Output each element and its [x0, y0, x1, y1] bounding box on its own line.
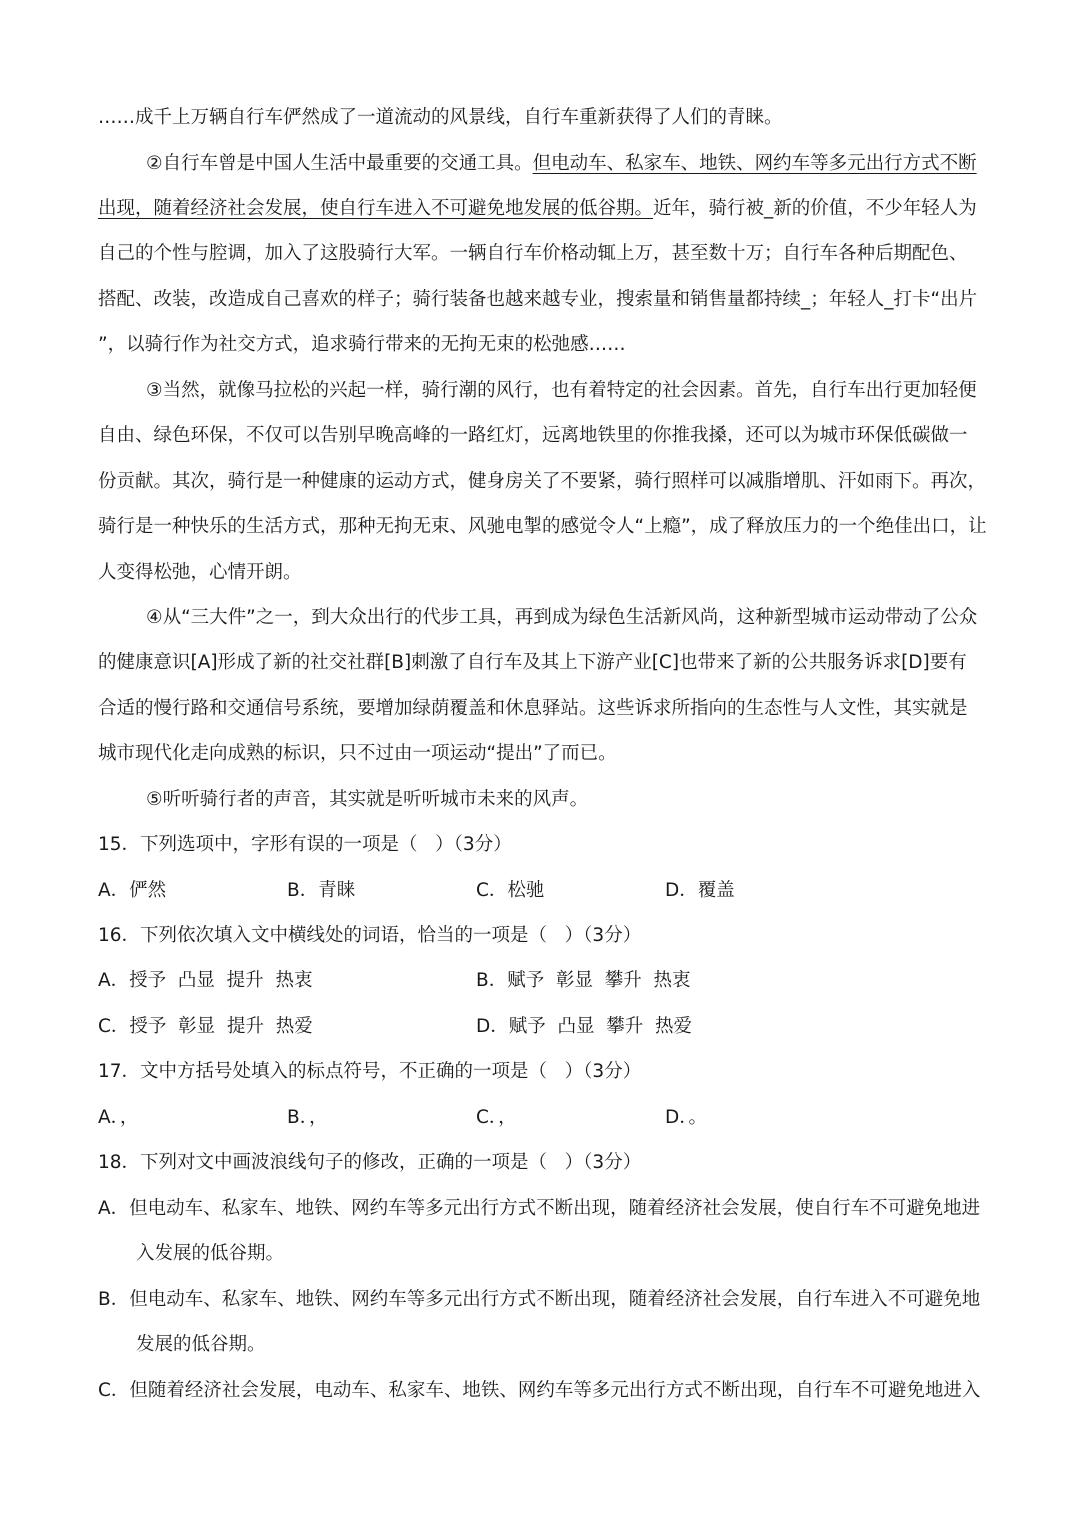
- paragraph-2-line-5: ”，以骑行作为社交方式，追求骑行带来的无拘无束的松弛感……: [98, 334, 626, 355]
- paragraph-2-text: 近年，骑行被_新的价值，不少年轻人为: [653, 198, 977, 219]
- paragraph-3-line-2: 自由、绿色环保，不仅可以告别早晚高峰的一路红灯，远离地铁里的你推我搡，还可以为城市环保低碳做一: [98, 425, 968, 446]
- q17-option-a: A．，: [98, 1107, 139, 1128]
- question-16: 16．下列依次填入文中横线处的词语，恰当的一项是（ ）（3分）: [98, 925, 642, 946]
- q18-option-b-line-2: 发展的低谷期。: [136, 1334, 266, 1355]
- q16-option-d: D．赋予 凸显 攀升 热爱: [476, 1016, 693, 1037]
- q17-option-c: C．，: [476, 1107, 517, 1128]
- paragraph-3-line-1: ③当然，就像马拉松的兴起一样，骑行潮的风行，也有着特定的社会因素。首先，自行车出行更加轻便: [146, 380, 977, 401]
- question-17: 17．文中方括号处填入的标点符号，不正确的一项是（ ）（3分）: [98, 1061, 642, 1082]
- question-18: 18．下列对文中画波浪线句子的修改，正确的一项是（ ）（3分）: [98, 1152, 642, 1173]
- paragraph-4-line-1: ④从“三大件”之一，到大众出行的代步工具，再到成为绿色生活新风尚，这种新型城市运动带动了公众: [146, 607, 978, 628]
- q18-option-a-line-1: A．但电动车、私家车、地铁、网约车等多元出行方式不断出现，随着经济社会发展，使自行车不可避免地进: [98, 1198, 981, 1219]
- q16-option-c: C．授予 彰显 提升 热爱: [98, 1016, 313, 1037]
- q15-option-d: D．覆盖: [665, 880, 735, 901]
- question-15: 15．下列选项中，字形有误的一项是（ ）（3分）: [98, 834, 512, 855]
- paragraph-3-line-3: 份贡献。其次，骑行是一种健康的运动方式，健身房关了不要紧，骑行照样可以减脂增肌、汗如雨下。再次，: [98, 471, 987, 492]
- q18-option-c-line-1: C．但随着经济社会发展，电动车、私家车、地铁、网约车等多元出行方式不断出现，自行车不可避免地进入: [98, 1380, 981, 1401]
- wavy-underlined-sentence: 出现，随着经济社会发展，使自行车进入不可避免地发展的低谷期。: [98, 198, 654, 219]
- paragraph-2-line-4: 搭配、改装，改造成自己喜欢的样子；骑行装备也越来越专业，搜索量和销售量都持续_；年轻人_打卡“出片: [98, 289, 978, 310]
- q16-option-b: B．赋予 彰显 攀升 热衷: [476, 970, 691, 991]
- paragraph-2-text: ②自行车曾是中国人生活中最重要的交通工具。: [146, 153, 533, 174]
- paragraph-2-line-3: 自己的个性与腔调，加入了这股骑行大军。一辆自行车价格动辄上万，甚至数十万；自行车各种后期配色、: [98, 243, 968, 264]
- paragraph-5-line-1: ⑤听听骑行者的声音，其实就是听听城市未来的风声。: [146, 789, 589, 810]
- paragraph-3-line-4: 骑行是一种快乐的生活方式，那种无拘无束、风驰电掣的感觉令人“上瘾”，成了释放压力的一个绝佳出口，让: [98, 516, 987, 537]
- q15-option-b: B．青睐: [287, 880, 356, 901]
- paragraph-2-line-2: [98, 197, 977, 221]
- paragraph-3-line-5: 人变得松弛，心情开朗。: [98, 562, 302, 583]
- paragraph-2-line-1: [146, 152, 977, 176]
- q15-option-a: A．俨然: [98, 880, 167, 901]
- q18-option-b-line-1: B．但电动车、私家车、地铁、网约车等多元出行方式不断出现，随着经济社会发展，自行车进入不可避免地: [98, 1289, 981, 1310]
- paragraph-4-line-2: 的健康意识[A]形成了新的社交社群[B]刺激了自行车及其上下游产业[C]也带来了新的公共服务诉求[D]要有: [98, 652, 967, 673]
- q17-option-b: B．，: [287, 1107, 328, 1128]
- q16-option-a: A．授予 凸显 提升 热衷: [98, 970, 313, 991]
- q15-option-c: C．松驰: [476, 880, 545, 901]
- paragraph-4-line-4: 城市现代化走向成熟的标识，只不过由一项运动“提出”了而已。: [98, 743, 617, 764]
- wavy-underlined-sentence: 但电动车、私家车、地铁、网约车等多元出行方式不断: [532, 153, 977, 174]
- q18-option-a-line-2: 入发展的低谷期。: [136, 1243, 285, 1264]
- paragraph-4-line-3: 合适的慢行路和交通信号系统，要增加绿荫覆盖和休息驿站。这些诉求所指向的生态性与人文性，其实就是: [98, 698, 968, 719]
- passage-line: ……成千上万辆自行车俨然成了一道流动的风景线，自行车重新获得了人们的青睐。: [98, 107, 783, 128]
- q17-option-d: D．。: [665, 1107, 707, 1128]
